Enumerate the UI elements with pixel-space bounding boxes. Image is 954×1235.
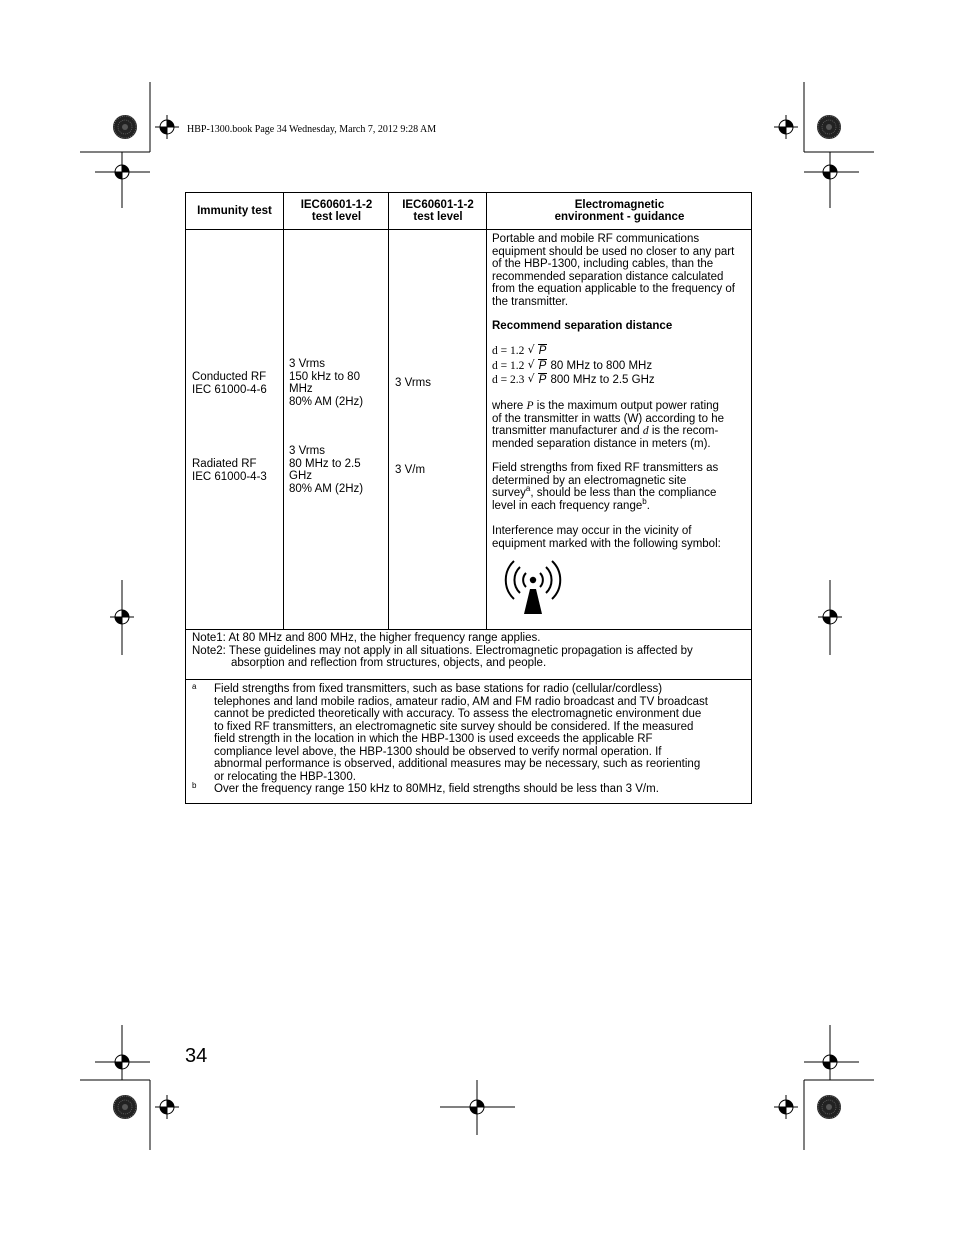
formula-row: d = 1.2 √ P (492, 344, 655, 359)
footnote-b-mark: b (192, 781, 197, 790)
formula-row: d = 2.3 √ P 800 MHz to 2.5 GHz (492, 373, 655, 388)
conducted-test-name: Conducted RF IEC 61000-4-6 (192, 371, 267, 396)
corner-mark-bottom-left (80, 1025, 179, 1150)
footnote-a-mark: a (192, 682, 197, 691)
non-ionizing-radiation-icon (498, 558, 568, 618)
where-paragraph: where P is the maximum output power rating of the transmitter in watts (W) according to he transmitter manufacturer and d is the recom- mended separation distance in meters (m). (492, 400, 725, 450)
guidance-paragraph: Portable and mobile RF communications equipment should be used no closer to any part of the HBP-1300, including cables, than the recommended separation distance calculated from the equation applicable to the frequency of the transmitter. (492, 233, 735, 308)
corner-mark-bottom-right (774, 1025, 874, 1150)
side-mark-right (818, 580, 842, 655)
page-number: 34 (185, 1045, 208, 1067)
header-immunity-test: Immunity test (197, 205, 272, 217)
radiated-test-level: 3 Vrms 80 MHz to 2.5 GHz 80% AM (2Hz) (289, 445, 364, 495)
formula-row: d = 1.2 √ P 80 MHz to 800 MHz (492, 359, 655, 374)
notes-section: Note1: At 80 MHz and 800 MHz, the higher frequency range applies. Note2: These guidelines may not apply in all situations. Electromagnetic propagation is affected by absorption and reflection from structures, objects, and people. (192, 632, 693, 669)
corner-mark-top-left (80, 82, 179, 208)
print-slug: HBP-1300.book Page 34 Wednesday, March 7, 2012 9:28 AM (187, 124, 437, 135)
immunity-table (185, 192, 752, 804)
header-compliance-level: IEC60601-1-2 test level (402, 199, 474, 223)
conducted-compliance: 3 Vrms (395, 377, 431, 389)
header-test-level: IEC60601-1-2 test level (300, 199, 373, 223)
side-mark-left (110, 580, 134, 655)
header-guidance: Electromagnetic environment - guidance (554, 199, 685, 223)
corner-mark-top-right (774, 82, 874, 208)
field-strength-paragraph: Field strengths from fixed RF transmitters as determined by an electromagnetic site survey$^a$, should be less than the compliance level in each frequency range$^b$. (492, 462, 719, 512)
conducted-test-level: 3 Vrms 150 kHz to 80 MHz 80% AM (2Hz) (289, 358, 364, 408)
radiated-test-name: Radiated RF IEC 61000-4-3 (192, 458, 267, 483)
radiated-compliance: 3 V/m (395, 464, 426, 476)
separation-formulas (492, 344, 655, 388)
bottom-center-mark (440, 1080, 515, 1135)
separation-heading: Recommend separation distance (492, 320, 673, 332)
footnote-a: Field strengths from fixed transmitters, such as base stations for radio (cellular/cordless) telephones and land mobile radios, amateur radio, AM and FM radio broadcast and TV broadcast cannot be predicted theoretically with accuracy. To assess the electromagnetic environment due to fixed RF transmitters, an electromagnetic site survey should be considered. If the measured field strength in the location in which the HBP-1300 is used exceeds the applicable RF compliance level above, the HBP-1300 should be observed to verify normal operation. If abnormal performance is observed, additional measures may be necessary, such as reorienting or relocating the HBP-1300. (214, 683, 708, 783)
footnote-b: Over the frequency range 150 kHz to 80MHz, field strengths should be less than 3 V/m. (214, 783, 659, 795)
interference-paragraph: Interference may occur in the vicinity of equipment marked with the following symbol: (492, 525, 721, 550)
